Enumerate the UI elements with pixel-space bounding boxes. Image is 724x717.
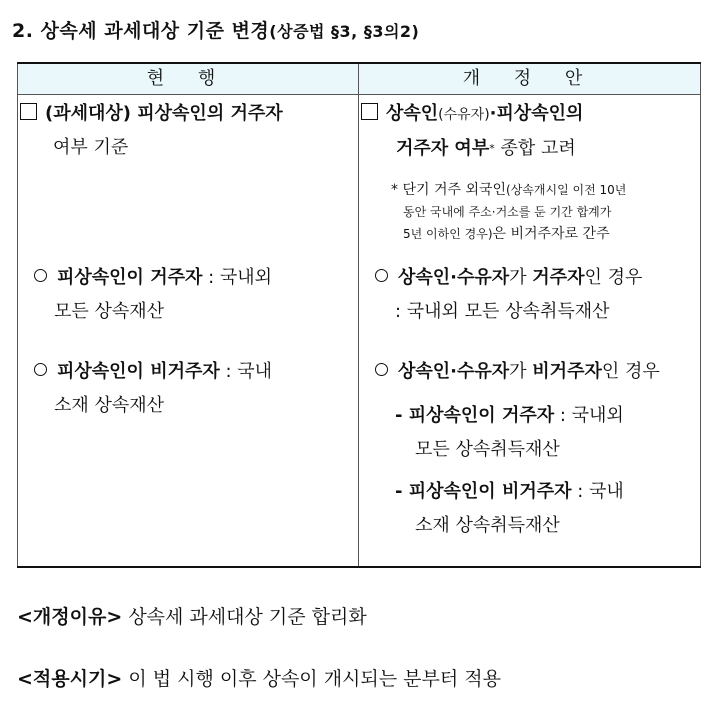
table-header-row	[18, 63, 701, 95]
revised-criterion: 상속인(수유자)·피상속인의 거주자 여부* 종합 고려	[361, 97, 699, 166]
footnote: * 단기 거주 외국인(상속개시일 이전 10년 동안 국내에 주소·거소를 둔 기간 합계가 5년 이하인 경우)은 비거주자로 간주	[391, 182, 627, 242]
revision-reason-label: <개정이유>	[17, 606, 123, 628]
revised-item-resident: 상속인·수유자가 거주자인 경우 : 국내외 모든 상속취득재산	[375, 261, 699, 329]
revision-reason	[17, 602, 367, 629]
bullet-circle-icon	[34, 363, 47, 376]
checkbox-square-icon	[20, 103, 37, 120]
checkbox-square-icon	[361, 103, 378, 120]
revised-sub-resident: - 피상속인이 거주자 : 국내외 모든 상속취득재산	[395, 405, 624, 460]
section-title	[12, 16, 419, 43]
revised-sub-nonresident: - 피상속인이 비거주자 : 국내 소재 상속취득재산	[395, 481, 624, 536]
header-revised: 개 정 안	[359, 63, 701, 95]
current-column	[18, 95, 359, 568]
revised-item-nonresident: 상속인·수유자가 비거주자인 경우	[375, 355, 699, 389]
current-item-nonresident: 피상속인이 비거주자 : 국내 소재 상속재산	[34, 355, 356, 423]
application-date-text: 이 법 시행 이후 상속이 개시되는 분부터 적용	[128, 668, 501, 690]
current-criterion-rest: 여부 기준	[53, 137, 129, 158]
bullet-circle-icon	[34, 269, 47, 282]
revision-reason-text: 상속세 과세대상 기준 합리화	[128, 606, 367, 628]
application-date-label: <적용시기>	[17, 668, 123, 690]
current-criterion-title: (과세대상) 피상속인의 거주자	[45, 103, 283, 124]
current-criterion	[20, 97, 356, 165]
bullet-circle-icon	[375, 269, 388, 282]
law-reference: (상증법 §3, §3의2)	[269, 22, 420, 41]
bullet-circle-icon	[375, 363, 388, 376]
header-current: 현 행	[18, 63, 359, 95]
current-item-resident: 피상속인이 거주자 : 국내외 모든 상속재산	[34, 261, 356, 329]
section-title-text: 2. 상속세 과세대상 기준 변경	[12, 20, 270, 42]
application-date	[17, 664, 501, 691]
table-body-row	[18, 95, 701, 568]
revised-column	[359, 95, 701, 568]
comparison-table	[17, 62, 701, 568]
